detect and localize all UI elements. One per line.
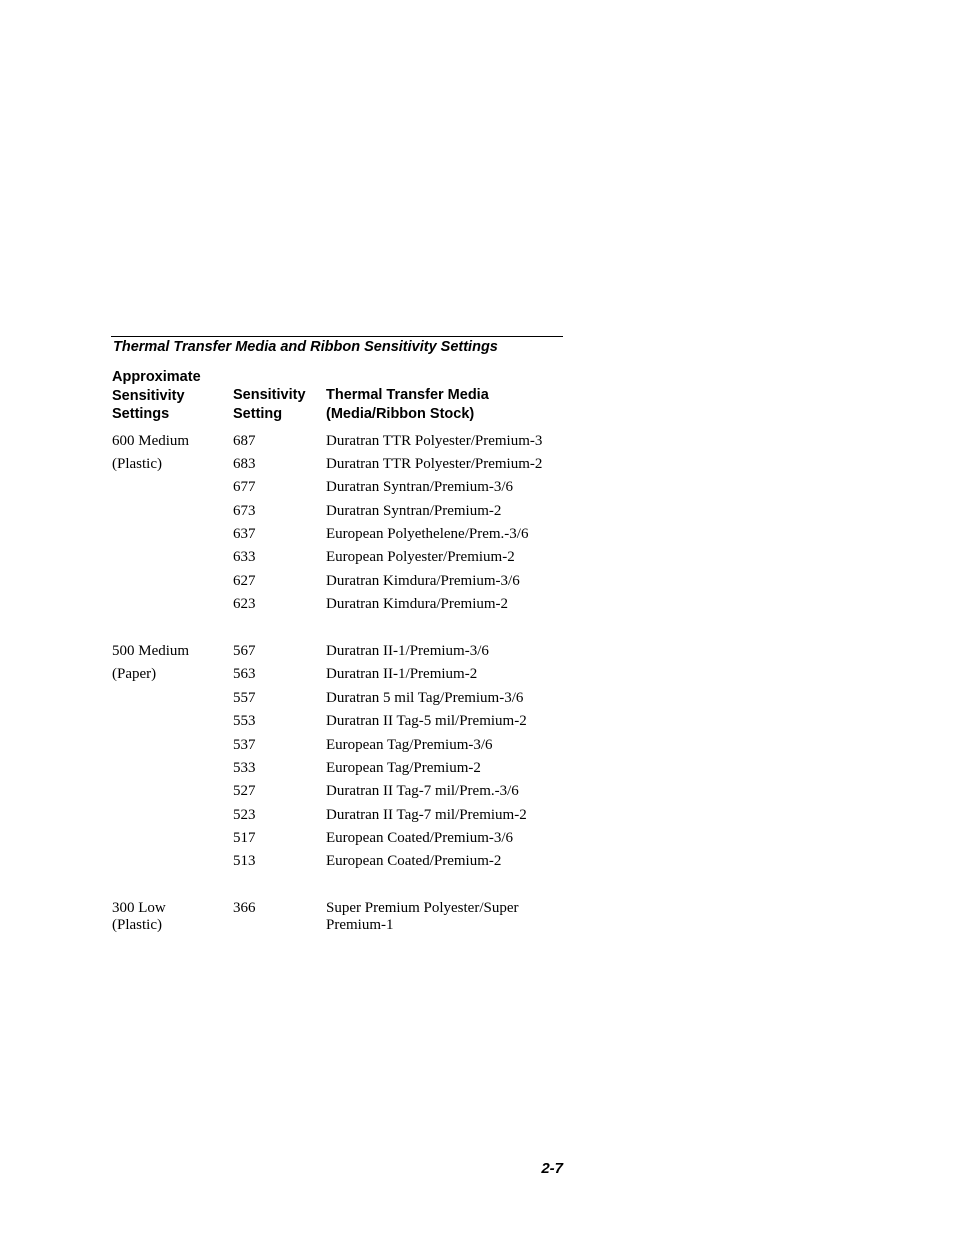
group-setting-sublabel: (Plastic) xyxy=(112,917,162,933)
media-name: European Coated/Premium-2 xyxy=(326,853,502,869)
setting-code: 533 xyxy=(233,760,256,776)
media-name: Duratran Kimdura/Premium-3/6 xyxy=(326,573,520,589)
setting-code: 517 xyxy=(233,830,256,846)
setting-code: 513 xyxy=(233,853,256,869)
media-name: Duratran II-1/Premium-3/6 xyxy=(326,643,489,659)
setting-code: 366 xyxy=(233,900,256,916)
media-name: Duratran Syntran/Premium-3/6 xyxy=(326,479,514,495)
setting-code: 683 xyxy=(233,456,256,472)
media-name: European Tag/Premium-3/6 xyxy=(326,737,493,753)
setting-code: 673 xyxy=(233,503,256,519)
media-name: Duratran Kimdura/Premium-2 xyxy=(326,596,509,612)
media-name: European Polyethelene/Prem.-3/6 xyxy=(326,526,529,542)
setting-code: 687 xyxy=(233,433,256,449)
header-line: Thermal Transfer Media xyxy=(326,387,489,403)
media-name: Super Premium Polyester/Super xyxy=(326,900,519,916)
media-name: Duratran TTR Polyester/Premium-2 xyxy=(326,456,543,472)
header-line: Sensitivity xyxy=(112,387,185,404)
header-line: Settings xyxy=(112,406,170,422)
setting-code: 637 xyxy=(233,526,256,542)
setting-code: 563 xyxy=(233,666,256,682)
setting-code: 633 xyxy=(233,549,256,565)
header-thermal-transfer-media xyxy=(326,386,489,423)
group-setting-sublabel: (Paper) xyxy=(112,666,157,682)
setting-code: 527 xyxy=(233,783,256,799)
header-line: (Media/Ribbon Stock) xyxy=(326,405,475,422)
media-name: European Polyester/Premium-2 xyxy=(326,549,515,565)
table-title: Thermal Transfer Media and Ribbon Sensitivity Settings xyxy=(113,339,498,355)
media-name: Duratran II Tag-7 mil/Premium-2 xyxy=(326,807,527,823)
group-setting-label: 600 Medium xyxy=(112,433,190,449)
page-number: 2-7 xyxy=(541,1160,563,1177)
table-top-rule xyxy=(111,336,563,337)
group-setting-label: 300 Low xyxy=(112,900,166,916)
group-setting-sublabel: (Plastic) xyxy=(112,456,162,472)
setting-code: 557 xyxy=(233,690,256,706)
media-name-continued: Premium-1 xyxy=(326,917,394,933)
setting-code: 537 xyxy=(233,737,256,753)
group-setting-label: 500 Medium xyxy=(112,643,190,659)
setting-code: 627 xyxy=(233,573,256,589)
setting-code: 523 xyxy=(233,807,256,823)
media-name: Duratran II-1/Premium-2 xyxy=(326,666,478,682)
setting-code: 553 xyxy=(233,713,256,729)
header-approximate-settings xyxy=(112,368,201,424)
header-line: Sensitivity xyxy=(233,387,306,403)
media-name: European Tag/Premium-2 xyxy=(326,760,481,776)
header-line: Setting xyxy=(233,405,283,422)
header-sensitivity-setting xyxy=(233,386,306,423)
setting-code: 677 xyxy=(233,479,256,495)
header-line: Approximate xyxy=(112,369,201,385)
media-name: Duratran II Tag-5 mil/Premium-2 xyxy=(326,713,527,729)
setting-code: 567 xyxy=(233,643,256,659)
media-name: European Coated/Premium-3/6 xyxy=(326,830,514,846)
media-name: Duratran Syntran/Premium-2 xyxy=(326,503,502,519)
media-name: Duratran II Tag-7 mil/Prem.-3/6 xyxy=(326,783,519,799)
setting-code: 623 xyxy=(233,596,256,612)
media-name: Duratran 5 mil Tag/Premium-3/6 xyxy=(326,690,524,706)
media-name: Duratran TTR Polyester/Premium-3 xyxy=(326,433,543,449)
